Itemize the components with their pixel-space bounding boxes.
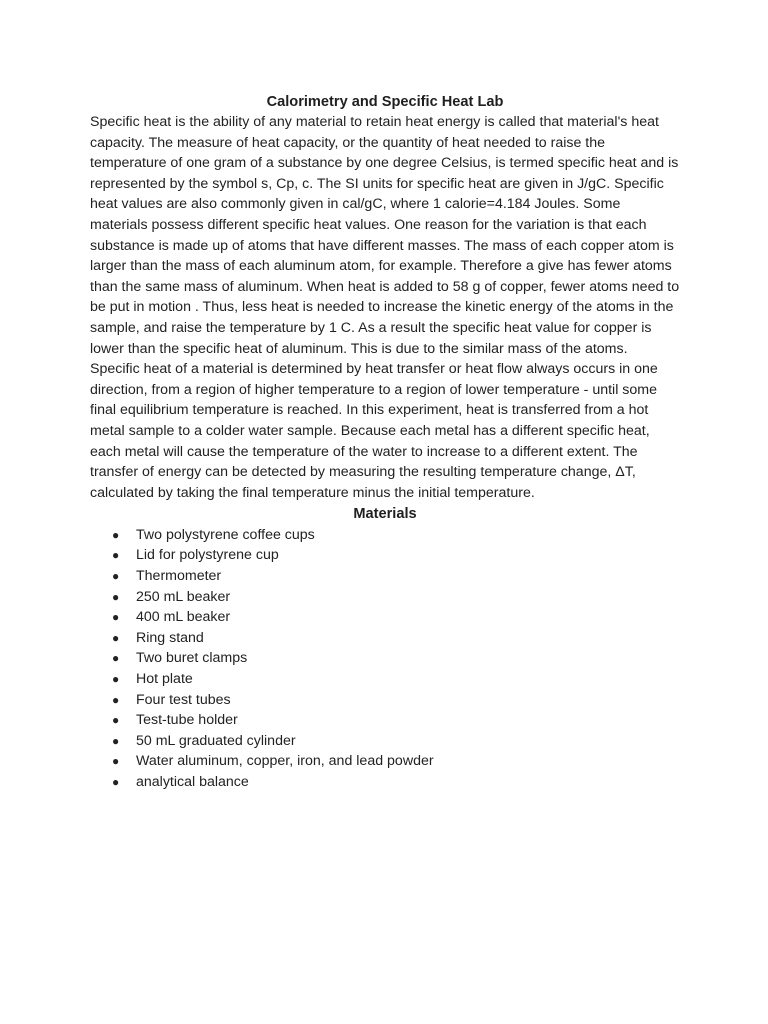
list-item-text: 400 mL beaker	[136, 609, 231, 626]
list-item	[90, 628, 680, 649]
materials-heading: Materials	[353, 506, 417, 523]
list-item	[90, 525, 680, 546]
heat-transfer-paragraph: Specific heat of a material is determined by heat transfer or heat flow always occurs in one direction, from a region of higher temperature to a region of lower temperature - until some final equilibrium temperature is reached. In this experiment, heat is transferred from a hot metal sample to a colder water sample. Because each metal has a different specific heat, each metal will cause the temperature of the water to increase to a different extent. The transfer of energy can be detected by measuring the resulting temperature change, ΔT, calculated by taking the final temperature minus the initial temperature.	[90, 361, 658, 501]
list-item-text: Two buret clamps	[136, 650, 248, 667]
document-title: Calorimetry and Specific Heat Lab	[266, 94, 504, 110]
list-item-text: 250 mL beaker	[136, 588, 231, 605]
bullet-icon: ●	[112, 651, 120, 666]
list-item-text: Water aluminum, copper, iron, and lead powder	[136, 753, 434, 770]
list-item	[90, 710, 680, 731]
bullet-icon: ●	[112, 692, 120, 707]
bullet-icon: ●	[112, 630, 120, 645]
bullet-icon: ●	[112, 733, 120, 748]
list-item	[90, 607, 680, 628]
list-item-text: Lid for polystyrene cup	[136, 547, 279, 564]
list-item	[90, 772, 680, 793]
document-page	[90, 92, 680, 793]
bullet-icon: ●	[112, 569, 120, 584]
list-item	[90, 751, 680, 772]
bullet-icon: ●	[112, 672, 120, 687]
list-item	[90, 648, 680, 669]
list-item	[90, 690, 680, 711]
bullet-icon: ●	[112, 527, 120, 542]
list-item	[90, 669, 680, 690]
bullet-icon: ●	[112, 713, 120, 728]
materials-list	[90, 525, 680, 793]
bullet-icon: ●	[112, 589, 120, 604]
bullet-icon: ●	[112, 754, 120, 769]
list-item-text: analytical balance	[136, 774, 249, 790]
list-item	[90, 545, 680, 566]
list-item	[90, 587, 680, 608]
bullet-icon: ●	[112, 775, 120, 789]
list-item-text: Four test tubes	[136, 691, 231, 708]
list-item-text: Thermometer	[136, 568, 222, 585]
list-item-text: Ring stand	[136, 629, 204, 646]
intro-paragraph: Specific heat is the ability of any material to retain heat energy is called that material's heat capacity. The measure of heat capacity, or the quantity of heat needed to raise the temperature of one gram of a substance by one degree Celsius, is termed specific heat and is represented by the symbol s, Cp, c. The SI units for specific heat are given in J/gC. Specific heat values are also commonly given in cal/gC, where 1 calorie=4.184 Joules. Some materials possess different specific heat values. One reason for the variation is that each substance is made up of atoms that have different masses. The mass of each copper atom is larger than the mass of each aluminum atom, for example. Therefore a give has fewer atoms than the same mass of aluminum. When heat is added to 58 g of copper, fewer atoms need to be put in motion . Thus, less heat is needed to increase the kinetic energy of the atoms in the sample, and raise the temperature by 1 C. As a result the specific heat value for copper is lower than the specific heat of aluminum. This is due to the similar mass of the atoms.	[90, 114, 680, 357]
list-item-text: Hot plate	[136, 671, 193, 688]
bullet-icon: ●	[112, 610, 120, 625]
list-item-text: 50 mL graduated cylinder	[136, 732, 296, 749]
bullet-icon: ●	[112, 548, 120, 563]
list-item	[90, 731, 680, 752]
list-item	[90, 566, 680, 587]
list-item-text: Test-tube holder	[136, 712, 238, 729]
list-item-text: Two polystyrene coffee cups	[136, 526, 315, 543]
